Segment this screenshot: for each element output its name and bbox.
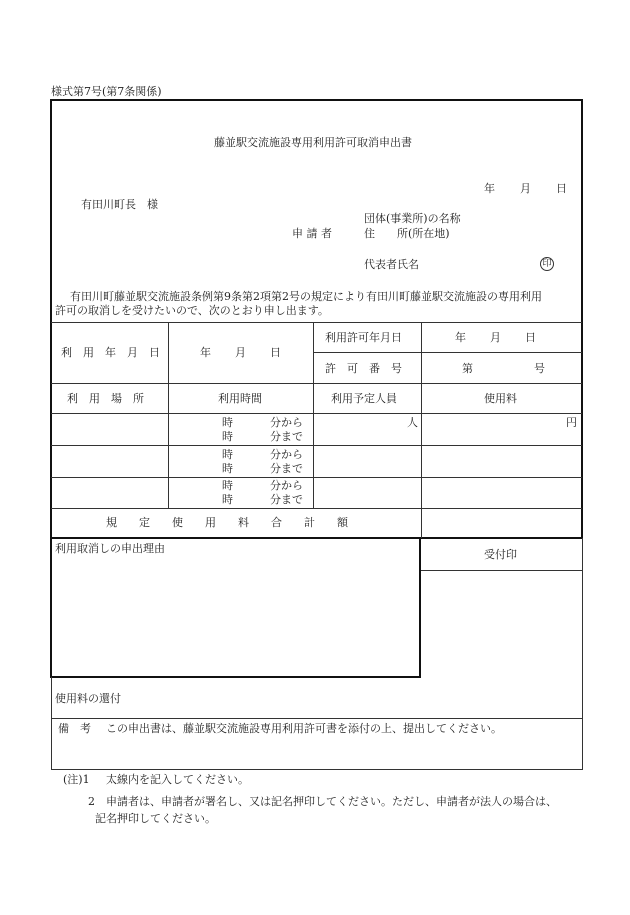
time-row-to: 分まで [270, 462, 303, 475]
permit-number-suffix: 号 [534, 362, 545, 375]
header-place: 利 用 場 所 [67, 392, 144, 405]
table-hline [313, 352, 582, 353]
refund-label: 使用料の還付 [55, 692, 121, 705]
time-row-from: 分から [270, 448, 303, 461]
applicant-address-label: 住 所(所在地) [364, 227, 450, 240]
table-hline [51, 413, 582, 414]
refund-left [51, 677, 52, 718]
date-month: 月 [520, 182, 531, 195]
permit-date-day: 日 [525, 331, 536, 344]
usage-date-month: 月 [235, 346, 246, 359]
frame-left [50, 99, 52, 677]
permit-date-label: 利用許可年月日 [325, 331, 402, 344]
note-1-text: 太線内を記入してください。 [106, 773, 249, 786]
note-2-text-line-1: 申請者は、申請者が署名し、又は記名押印してください。ただし、申請者が法人の場合は、 [106, 795, 557, 808]
date-day: 日 [556, 182, 567, 195]
note-1-label: (注)1 [63, 773, 90, 786]
remarks-right [582, 718, 583, 769]
people-unit: 人 [407, 416, 418, 429]
time-row-hour: 時 [222, 462, 233, 475]
time-row-to: 分まで [270, 430, 303, 443]
table-vline [168, 322, 169, 508]
header-fee: 使用料 [484, 392, 517, 405]
remarks-label: 備 考 [58, 722, 91, 735]
form-number-label: 様式第7号(第7条関係) [51, 85, 162, 98]
cancel-reason-label: 利用取消しの申出理由 [55, 542, 165, 555]
fee-unit: 円 [566, 416, 577, 429]
receipt-stamp-label: 受付印 [484, 548, 517, 561]
table-hline [51, 445, 582, 446]
time-row-to: 分まで [270, 493, 303, 506]
document-title: 藤並駅交流施設専用利用許可取消申出書 [214, 136, 412, 149]
time-row-hour: 時 [222, 448, 233, 461]
addressee: 有田川町長 様 [81, 198, 158, 211]
total-fee-label: 規 定 使 用 料 合 計 額 [106, 516, 348, 529]
table-vline [421, 322, 422, 538]
note-2-label: 2 [88, 795, 95, 808]
permit-number-prefix: 第 [462, 362, 473, 375]
applicant-label: 申 請 者 [292, 227, 332, 240]
reason-frame-right [419, 538, 421, 677]
time-row-hour: 時 [222, 479, 233, 492]
header-time: 利用時間 [218, 392, 262, 405]
time-row-hour: 時 [222, 493, 233, 506]
frame-top [50, 99, 583, 101]
table-hline [51, 508, 582, 509]
usage-date-year: 年 [200, 346, 211, 359]
header-people: 利用予定人員 [331, 392, 397, 405]
applicant-representative-label: 代表者氏名 [364, 258, 419, 271]
reason-frame-bottom [50, 676, 421, 678]
usage-date-label: 利 用 年 月 日 [61, 346, 160, 359]
time-row-hour: 時 [222, 430, 233, 443]
permit-number-label: 許 可 番 号 [325, 362, 402, 375]
table-hline [51, 477, 582, 478]
note-2-text-line-2: 記名押印してください。 [95, 812, 216, 825]
table-hline [51, 322, 582, 323]
table-hline-thick [51, 537, 583, 539]
remarks-left [51, 718, 52, 769]
table-vline [313, 322, 314, 508]
date-year: 年 [484, 182, 495, 195]
permit-date-year: 年 [455, 331, 466, 344]
receipt-box-divider [421, 570, 583, 571]
refund-bottom [51, 718, 583, 719]
statement-line-2: 許可の取消しを受けたいので、次のとおり申し出ます。 [55, 304, 329, 317]
permit-date-month: 月 [490, 331, 501, 344]
time-row-hour: 時 [222, 416, 233, 429]
time-row-from: 分から [270, 416, 303, 429]
seal-mark: 印 [540, 257, 554, 271]
remarks-text: この申出書は、藤並駅交流施設専用利用許可書を添付の上、提出してください。 [106, 722, 502, 735]
time-row-from: 分から [270, 479, 303, 492]
table-hline [51, 383, 582, 384]
frame-right [581, 99, 583, 538]
receipt-box-right [582, 538, 583, 718]
applicant-org-name-label: 団体(事業所)の名称 [364, 212, 461, 225]
remarks-bottom [51, 769, 583, 770]
statement-line-1: 有田川町藤並駅交流施設条例第9条第2項第2号の規定により有田川町藤並駅交流施設の専用利用 [70, 290, 542, 303]
usage-date-day: 日 [270, 346, 281, 359]
